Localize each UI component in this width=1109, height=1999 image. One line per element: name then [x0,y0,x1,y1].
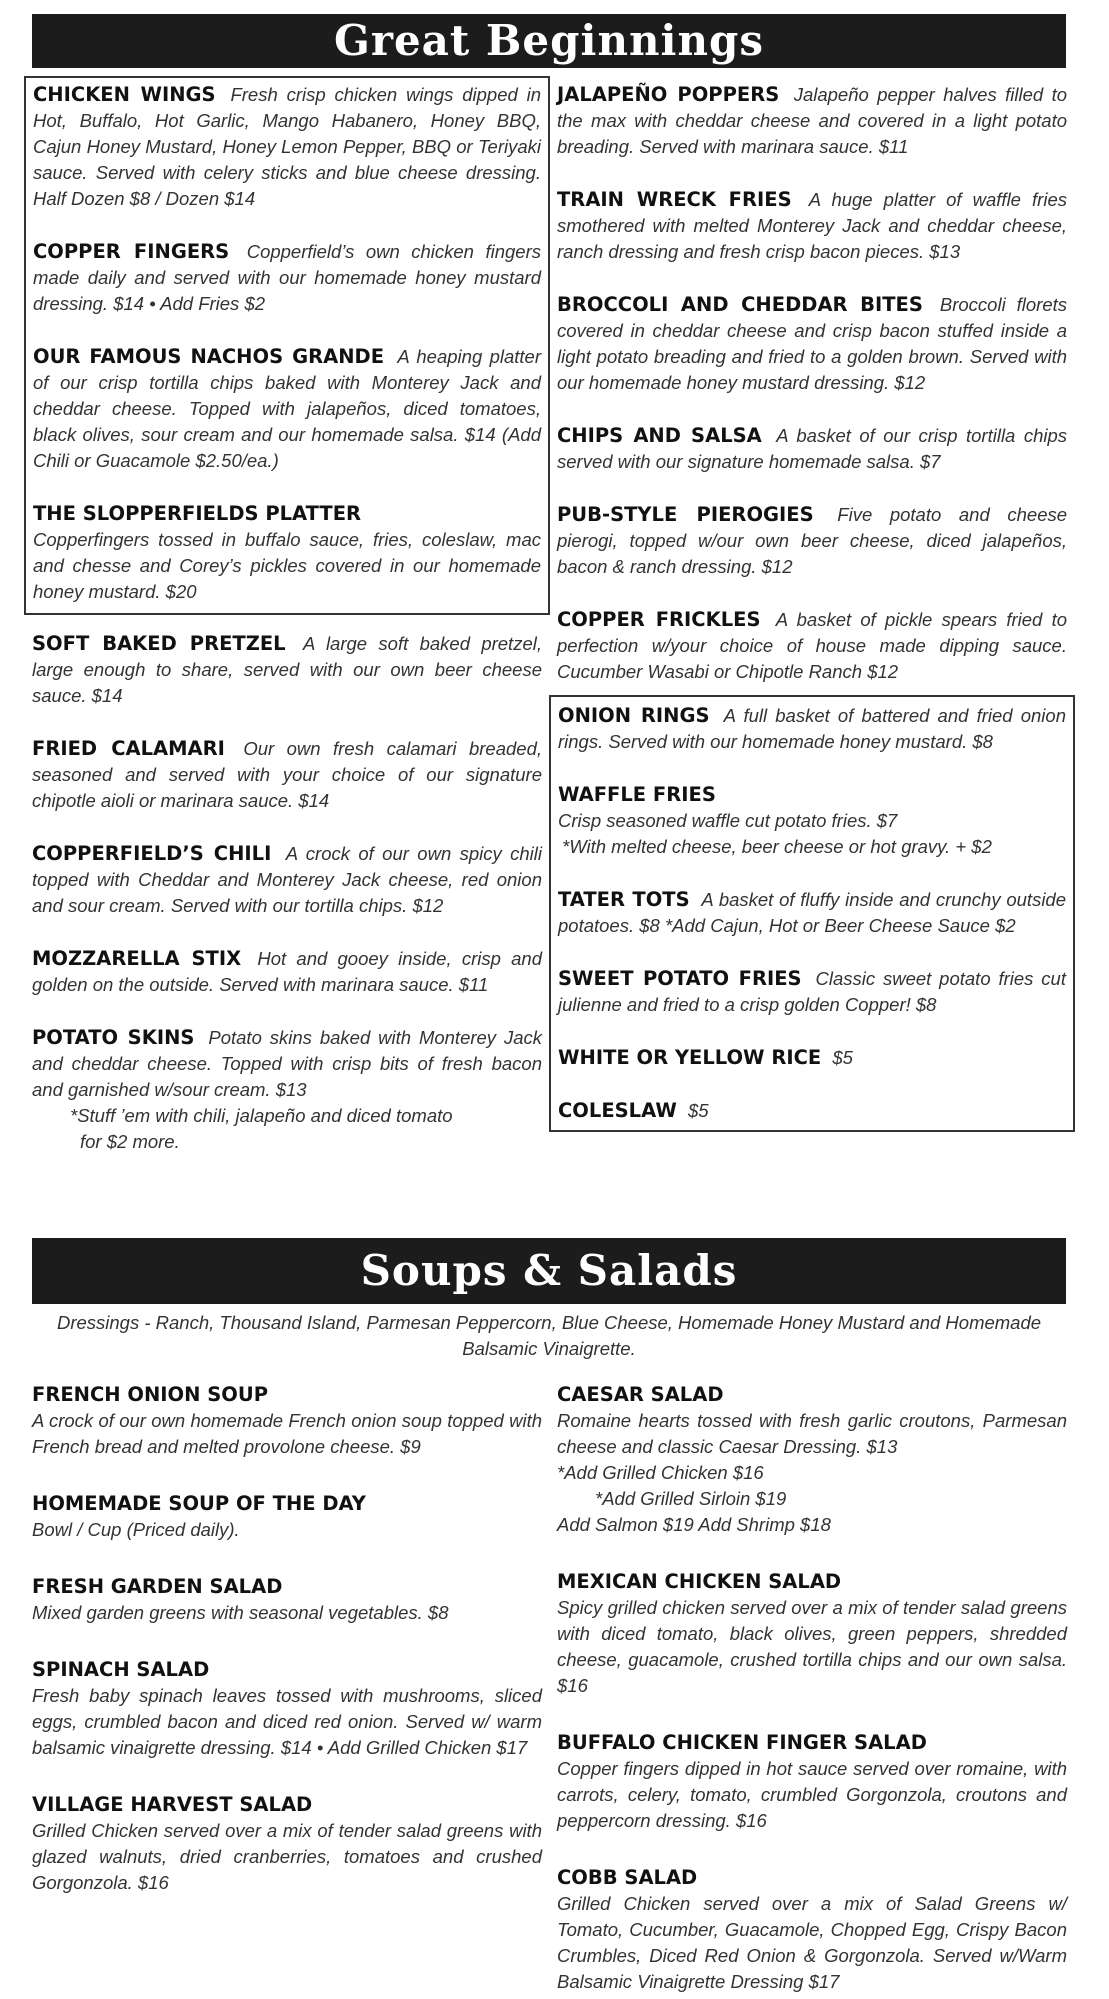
menu-item [32,1792,542,1896]
item-description: Crisp seasoned waffle cut potato fries. $7 [558,810,898,831]
item-name: THE SLOPPERFIELDS PLATTER [33,502,362,525]
menu-item [32,631,542,709]
starters-left-column [32,82,542,1182]
menu-item [558,1045,1066,1071]
menu-item [558,782,1066,860]
item-description: A crock of our own spicy chili topped with Cheddar and Monterey Jack cheese, red onion and sour cream. Served with our tortilla chips. $12 [32,843,543,916]
item-note: *Stuff ’em with chili, jalapeño and diced tomato [70,1105,453,1126]
salads-right-column [557,1382,1067,1999]
item-name: SPINACH SALAD [32,1658,210,1681]
menu-item [32,946,542,998]
item-description: Broccoli florets covered in cheddar cheese and crisp bacon stuffed inside a light potato breading and fried to a golden brown. Served with our homemade honey mustard dressing. $12 [557,294,1068,393]
item-name: COLESLAW [558,1099,677,1122]
item-name: VILLAGE HARVEST SALAD [32,1793,313,1816]
item-name: COPPER FRICKLES [557,608,761,631]
soups-salads-header: Soups & Salads [32,1238,1066,1304]
menu-item [33,501,541,605]
item-name: SWEET POTATO FRIES [558,967,802,990]
item-description: A basket of pickle spears fried to perfection w/your choice of house made dipping sauce. Cucumber Wasabi or Chipotle Ranch $12 [557,609,1068,682]
menu-item [32,1025,542,1155]
item-name: PUB-STYLE PIEROGIES [557,503,814,526]
item-note: Add Salmon $19 Add Shrimp $18 [557,1514,831,1535]
item-name: POTATO SKINS [32,1026,195,1049]
item-name: COPPER FINGERS [33,240,230,263]
item-description: Hot and gooey inside, crisp and golden on the outside. Served with marinara sauce. $11 [32,948,542,995]
menu-item [32,736,542,814]
item-description: Copperfingers tossed in buffalo sauce, fries, coleslaw, mac and chesse and Corey’s pickles covered in our homemade honey mustard. $20 [33,529,541,602]
menu-item [557,607,1067,685]
item-name: CAESAR SALAD [557,1383,724,1406]
menu-item [558,887,1066,939]
item-description: A heaping platter of our crisp tortilla chips baked with Monterey Jack and cheddar cheese. Topped with jalapeños, diced tomatoes, black olives, sour cream and our homemade salsa. $14 (Add Chili or Guacamole $2.50/ea.) [33,346,541,471]
item-note: *Add Grilled Sirloin $19 [595,1488,787,1509]
item-name: FRESH GARDEN SALAD [32,1575,283,1598]
great-beginnings-header: Great Beginnings [32,14,1066,68]
item-name: JALAPEÑO POPPERS [557,83,780,106]
item-name: MEXICAN CHICKEN SALAD [557,1570,842,1593]
item-name: WAFFLE FRIES [558,783,716,806]
item-description: Romaine hearts tossed with fresh garlic croutons, Parmesan cheese and classic Caesar Dressing. $13 [557,1410,1067,1457]
menu-item [557,1865,1067,1995]
menu-item [558,966,1066,1018]
menu-item [557,1730,1067,1834]
menu-item [33,239,541,317]
menu-item [32,1382,542,1460]
item-description: Grilled Chicken served over a mix of tender salad greens with glazed walnuts, dried cranberries, tomatoes and crushed Gorgonzola. $16 [32,1820,542,1893]
item-description: A basket of fluffy inside and crunchy outside potatoes. $8 *Add Cajun, Hot or Beer Cheese Sauce $2 [558,889,1067,936]
item-description: A huge platter of waffle fries smothered with melted Monterey Jack and cheddar cheese, ranch dressing and fresh crisp bacon pieces. $13 [557,189,1067,262]
item-description: $5 [687,1100,709,1121]
item-description: Jalapeño pepper halves filled to the max with cheddar cheese and covered in a light potato breading. Served with marinara sauce. $11 [557,84,1068,157]
menu-item [557,187,1067,265]
item-name: TATER TOTS [558,888,690,911]
menu-item [558,1098,1066,1124]
menu-item [557,1382,1067,1538]
item-name: CHIPS AND SALSA [557,424,762,447]
menu-item [32,1574,542,1626]
item-description: Potato skins baked with Monterey Jack and cheddar cheese. Topped with crisp bits of fresh bacon and garnished w/sour cream. $13 [32,1027,543,1100]
item-description: A full basket of battered and fried onion rings. Served with our homemade honey mustard. $8 [558,705,1066,752]
dressings-note: Dressings - Ranch, Thousand Island, Parmesan Peppercorn, Blue Cheese, Homemade Honey Mustard and Homemade Balsamic Vinaigrette. [56,1312,1042,1359]
item-name: ONION RINGS [558,704,710,727]
featured-box-left [24,76,550,615]
item-description: Bowl / Cup (Priced daily). [32,1519,240,1540]
item-description: Our own fresh calamari breaded, seasoned and served with your choice of our signature chipotle aioli or marinara sauce. $14 [32,738,542,811]
item-description: Fresh crisp chicken wings dipped in Hot, Buffalo, Hot Garlic, Mango Habanero, Honey BBQ, Cajun Honey Mustard, Honey Lemon Pepper, BBQ or Teriyaki sauce. Served with celery sticks and blue cheese dressing. Half Dozen $8 / Dozen $14 [33,84,542,209]
item-name: COBB SALAD [557,1866,698,1889]
menu-item [33,344,541,474]
item-name: COPPERFIELD’S CHILI [32,842,272,865]
menu-item [557,292,1067,396]
menu-item [557,423,1067,475]
menu-item [32,841,542,919]
item-description: A crock of our own homemade French onion soup topped with French bread and melted provolone cheese. $9 [32,1410,542,1457]
item-name: MOZZARELLA STIX [32,947,242,970]
menu-item [557,1569,1067,1699]
item-name: FRIED CALAMARI [32,737,225,760]
menu-item [557,82,1067,160]
item-note: *Add Grilled Chicken $16 [557,1462,764,1483]
item-description: Classic sweet potato fries cut julienne and fried to a crisp golden Copper! $8 [558,968,1066,1015]
item-description: $5 [832,1047,853,1068]
item-description: Mixed garden greens with seasonal vegetables. $8 [32,1602,449,1623]
item-name: WHITE OR YELLOW RICE [558,1046,822,1069]
item-name: FRENCH ONION SOUP [32,1383,268,1406]
item-name: BROCCOLI AND CHEDDAR BITES [557,293,923,316]
item-description: A basket of our crisp tortilla chips served with our signature homemade salsa. $7 [557,425,1068,472]
item-name: SOFT BAKED PRETZEL [32,632,286,655]
item-description: Copper fingers dipped in hot sauce served over romaine, with carrots, celery, tomato, crumbled Gorgonzola, croutons and peppercorn dressing. $16 [557,1758,1067,1831]
soups-left-column [32,1382,542,1927]
item-name: OUR FAMOUS NACHOS GRANDE [33,345,385,368]
menu-item [32,1491,542,1543]
menu-item [33,82,541,212]
menu-item [32,1657,542,1761]
item-note: for $2 more. [80,1131,180,1152]
item-description: Grilled Chicken served over a mix of Salad Greens w/ Tomato, Cucumber, Guacamole, Chopped Egg, Crispy Bacon Crumbles, Diced Red Onion & Gorgonzola. Served w/Warm Balsamic Vinaigrette Dressing $17 [557,1893,1067,1992]
item-description: Five potato and cheese pierogi, topped w/our own beer cheese, diced jalapeños, bacon & ranch dressing. $12 [557,504,1068,577]
item-name: HOMEMADE SOUP OF THE DAY [32,1492,366,1515]
sides-box [549,695,1075,1132]
starters-right-column [557,82,1067,1132]
item-description: Copperfield’s own chicken fingers made daily and served with our homemade honey mustard dressing. $14 • Add Fries $2 [33,241,541,314]
item-description: Fresh baby spinach leaves tossed with mushrooms, sliced eggs, crumbled bacon and diced red onion. Served w/ warm balsamic vinaigrette dressing. $14 • Add Grilled Chicken $17 [32,1685,542,1758]
menu-item [557,502,1067,580]
item-name: CHICKEN WINGS [33,83,216,106]
menu-item [558,703,1066,755]
item-note: *With melted cheese, beer cheese or hot gravy. + $2 [562,836,992,857]
item-name: BUFFALO CHICKEN FINGER SALAD [557,1731,927,1754]
item-description: Spicy grilled chicken served over a mix of tender salad greens with diced tomato, black olives, green peppers, shredded cheese, guacamole, crushed tortilla chips and our own salsa. $16 [557,1597,1067,1696]
item-name: TRAIN WRECK FRIES [557,188,792,211]
item-description: A large soft baked pretzel, large enough to share, served with our own beer cheese sauce. $14 [32,633,542,706]
